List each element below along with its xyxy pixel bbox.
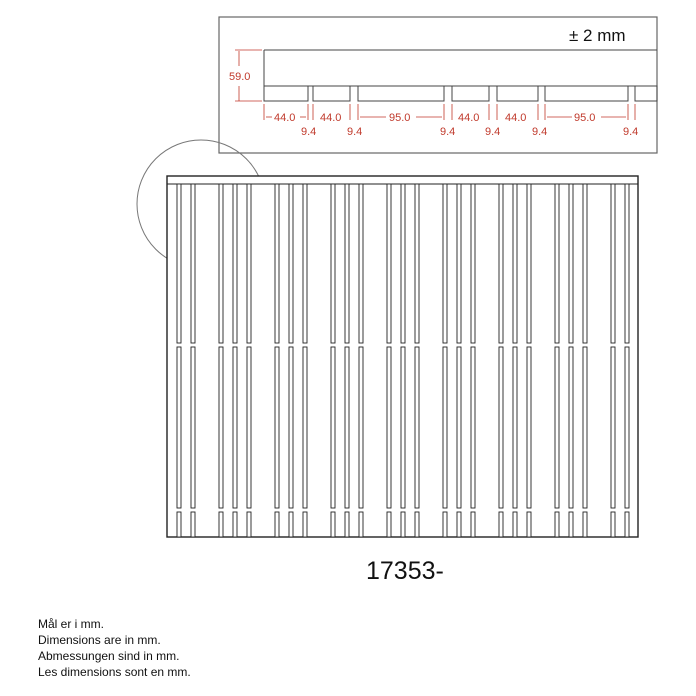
- slat-groove: [401, 184, 405, 343]
- dim-label-gap-3: 9.4: [440, 126, 456, 138]
- slat-groove: [555, 347, 559, 508]
- slat-groove: [177, 184, 181, 343]
- note-french: Les dimensions sont en mm.: [38, 665, 191, 679]
- slat-groove: [275, 512, 279, 537]
- slat-groove: [247, 184, 251, 343]
- slat-groove: [359, 512, 363, 537]
- slat-groove: [303, 184, 307, 343]
- slat-groove: [625, 184, 629, 343]
- slat-groove: [387, 184, 391, 343]
- slat-groove: [499, 184, 503, 343]
- slat-groove: [611, 512, 615, 537]
- slat-groove: [443, 347, 447, 508]
- slat-groove: [471, 512, 475, 537]
- slat-groove: [513, 512, 517, 537]
- slat-groove: [219, 347, 223, 508]
- slat-groove: [303, 512, 307, 537]
- height-dimension-label: 59.0: [229, 71, 251, 83]
- dim-label-gap-2: 9.4: [347, 126, 363, 138]
- slat-groove: [443, 184, 447, 343]
- dim-label-gap-5: 9.4: [532, 126, 548, 138]
- slat-groove: [219, 184, 223, 343]
- slat-groove: [401, 347, 405, 508]
- slat-groove: [555, 512, 559, 537]
- slat-groove: [289, 347, 293, 508]
- slat-groove: [233, 347, 237, 508]
- slat-groove: [471, 347, 475, 508]
- slat-groove: [415, 512, 419, 537]
- slat-groove: [625, 347, 629, 508]
- slat-groove: [331, 184, 335, 343]
- slat-groove: [233, 184, 237, 343]
- slat-groove: [457, 347, 461, 508]
- note-german: Abmessungen sind in mm.: [38, 649, 180, 663]
- product-code: 17353-: [366, 557, 444, 585]
- note-english: Dimensions are in mm.: [38, 633, 161, 647]
- slat-groove: [289, 184, 293, 343]
- slat-groove: [289, 512, 293, 537]
- slat-groove: [569, 347, 573, 508]
- slat-groove: [331, 347, 335, 508]
- slat-groove: [625, 512, 629, 537]
- dim-label-width-3: 95.0: [389, 112, 411, 124]
- slat-groove: [527, 184, 531, 343]
- slat-groove: [387, 512, 391, 537]
- slat-groove: [219, 512, 223, 537]
- slat-groove: [247, 347, 251, 508]
- slat-groove: [359, 184, 363, 343]
- slat-groove: [275, 184, 279, 343]
- slat-groove: [331, 512, 335, 537]
- dim-label-gap-6: 9.4: [623, 126, 639, 138]
- dim-label-width-6: 95.0: [574, 112, 596, 124]
- slat-groove: [555, 184, 559, 343]
- slat-groove: [569, 512, 573, 537]
- slat-groove: [569, 184, 573, 343]
- slat-groove: [583, 512, 587, 537]
- dim-label-width-5: 44.0: [505, 112, 527, 124]
- slat-groove: [177, 347, 181, 508]
- slat-groove: [191, 512, 195, 537]
- slat-groove: [527, 512, 531, 537]
- slat-groove: [499, 512, 503, 537]
- slat-groove: [415, 347, 419, 508]
- slat-groove: [457, 184, 461, 343]
- slat-groove: [513, 347, 517, 508]
- slat-groove: [513, 184, 517, 343]
- slat-groove: [275, 347, 279, 508]
- slat-groove: [583, 347, 587, 508]
- slat-groove: [345, 184, 349, 343]
- dim-label-gap-1: 9.4: [301, 126, 317, 138]
- note-norwegian: Mål er i mm.: [38, 617, 104, 631]
- slat-groove: [345, 512, 349, 537]
- dim-label-width-2: 44.0: [320, 112, 342, 124]
- slat-groove: [233, 512, 237, 537]
- slat-groove: [471, 184, 475, 343]
- slat-groove: [177, 512, 181, 537]
- slat-groove: [387, 347, 391, 508]
- slat-groove: [527, 347, 531, 508]
- tolerance-label: ± 2 mm: [569, 26, 626, 45]
- slat-groove: [457, 512, 461, 537]
- slat-groove: [303, 347, 307, 508]
- slat-groove: [499, 347, 503, 508]
- slat-groove: [191, 347, 195, 508]
- slat-groove: [611, 347, 615, 508]
- slat-groove: [415, 184, 419, 343]
- slat-groove: [583, 184, 587, 343]
- slat-groove: [443, 512, 447, 537]
- slat-groove: [401, 512, 405, 537]
- dim-label-width-4: 44.0: [458, 112, 480, 124]
- slat-groove: [345, 347, 349, 508]
- slat-groove: [191, 184, 195, 343]
- dim-label-width-1: 44.0: [274, 112, 296, 124]
- slat-groove: [611, 184, 615, 343]
- slat-groove: [247, 512, 251, 537]
- dim-label-gap-4: 9.4: [485, 126, 501, 138]
- slat-groove: [359, 347, 363, 508]
